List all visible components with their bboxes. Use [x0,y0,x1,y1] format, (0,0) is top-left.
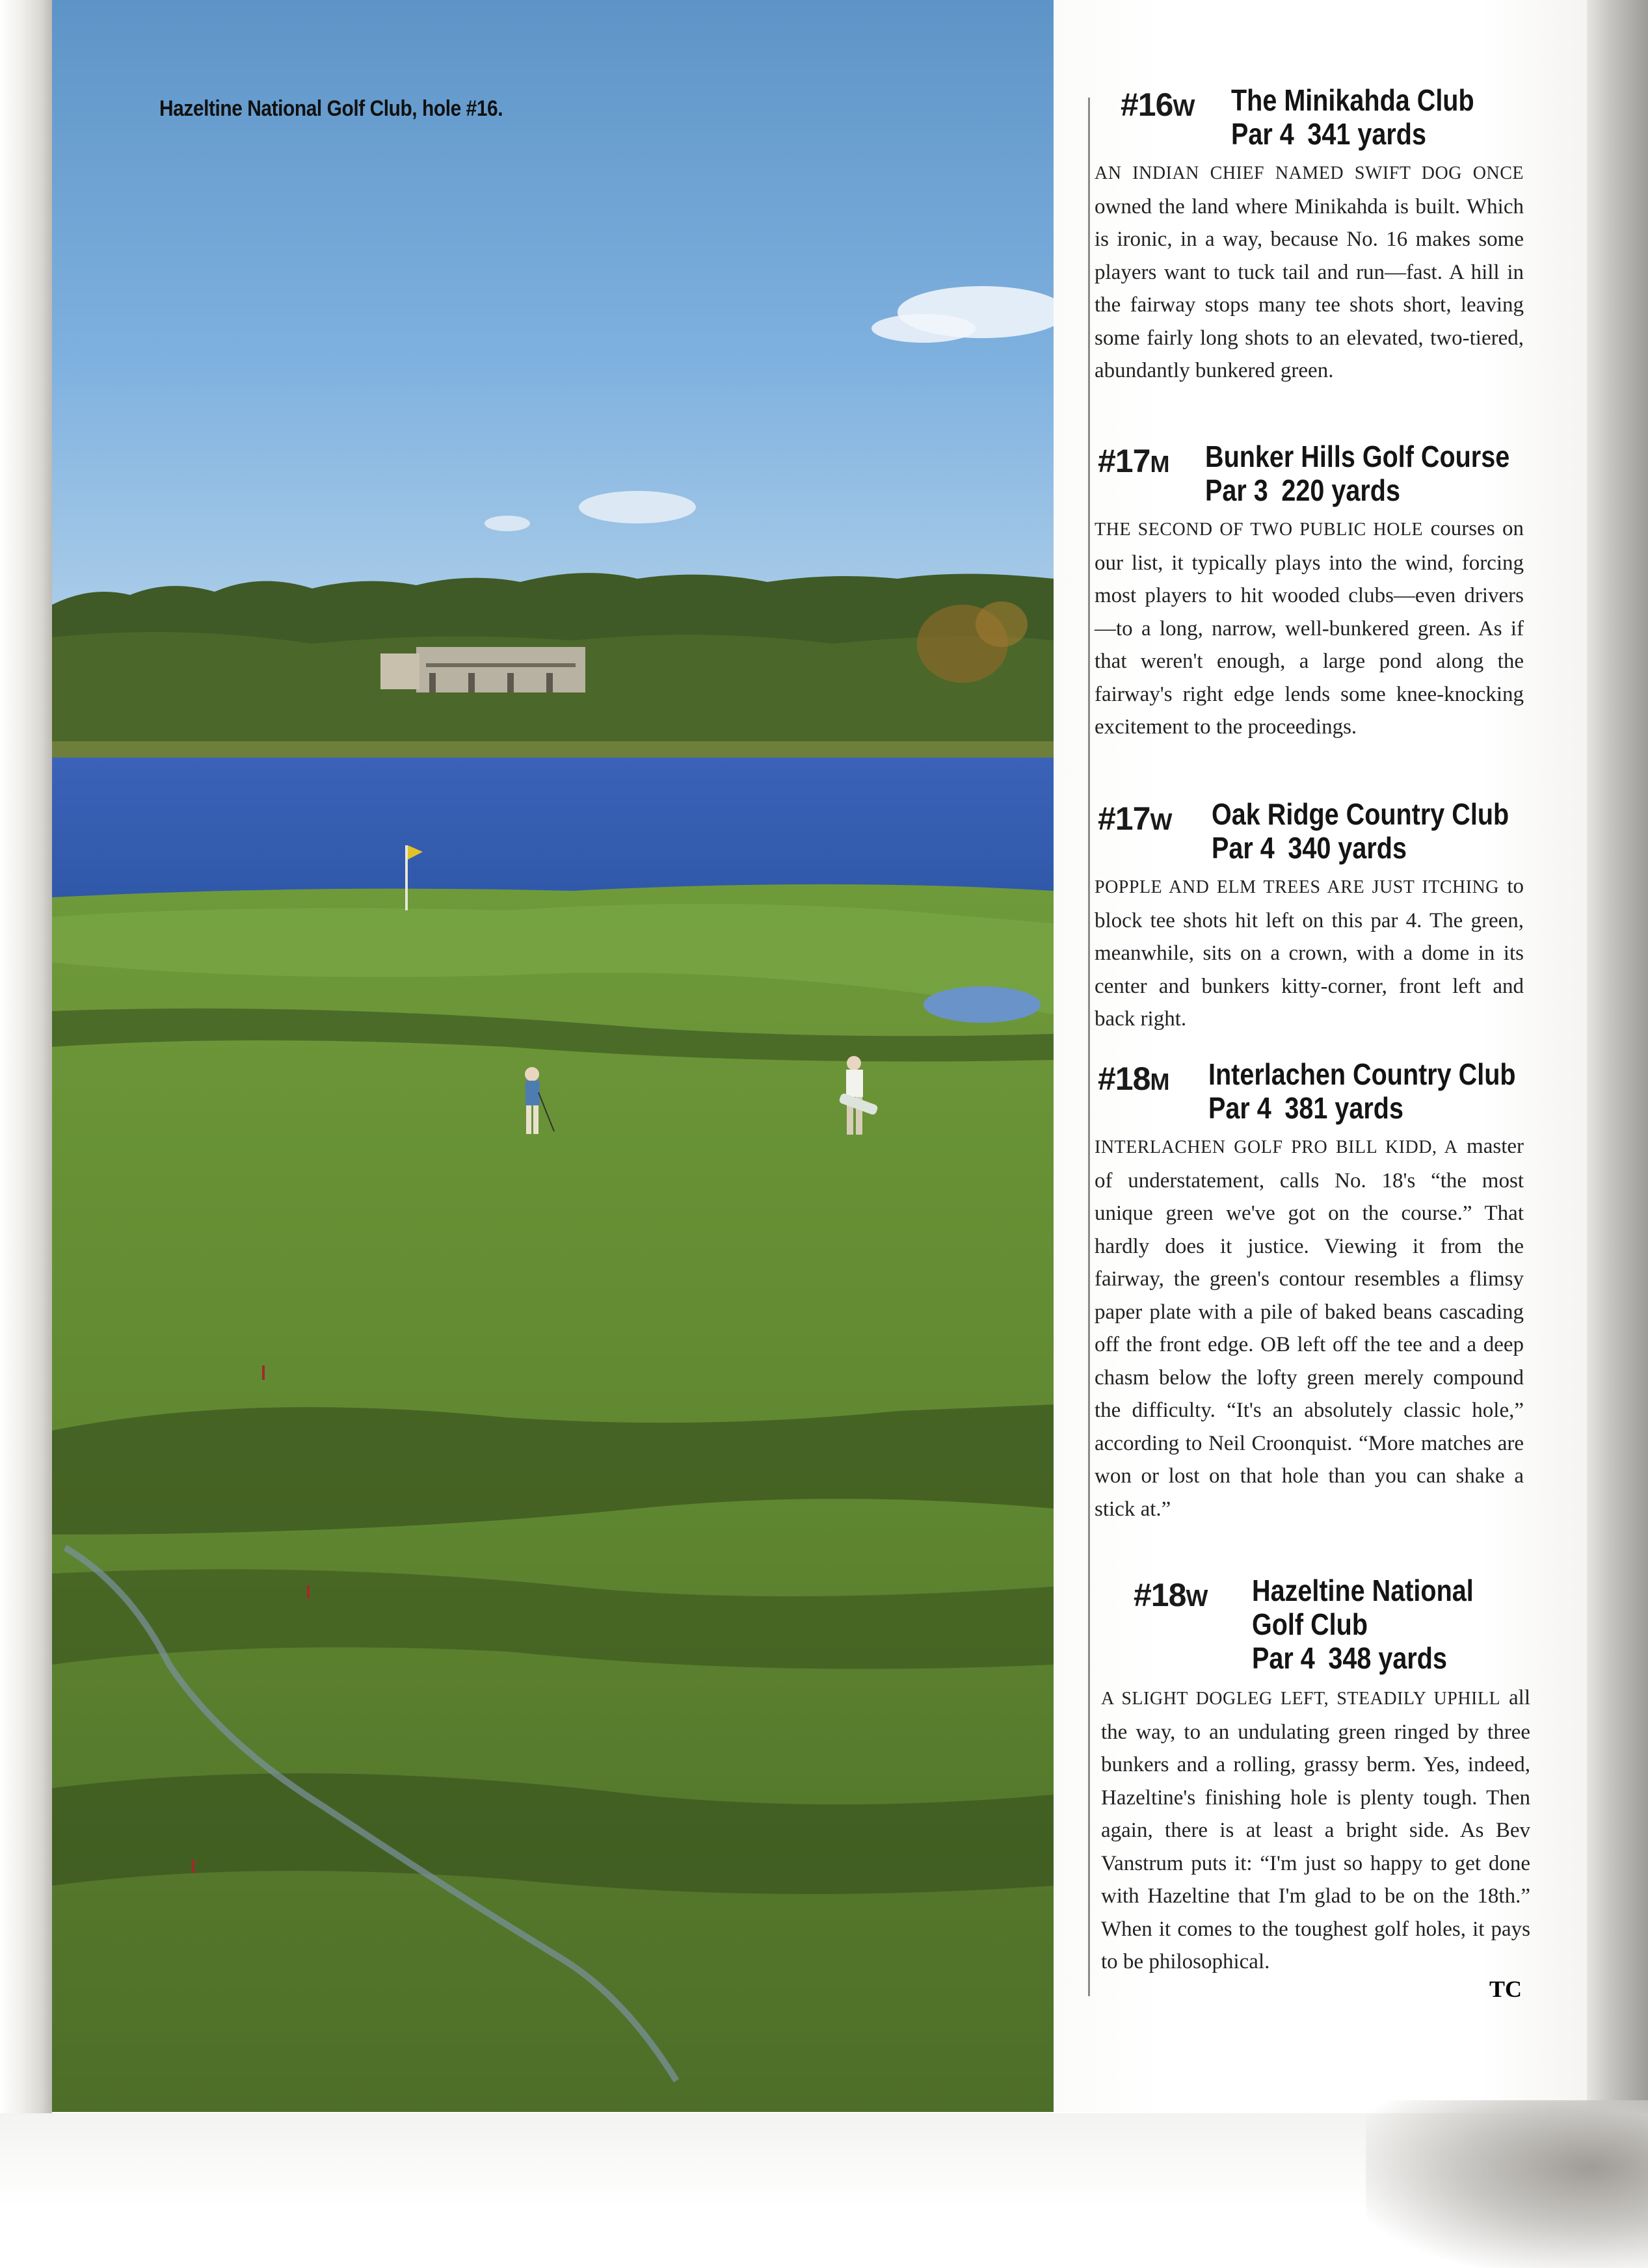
par-yards: Par 4 348 yards [1252,1641,1447,1675]
hole-entry [1095,440,1537,744]
page-left-edge [0,0,52,2120]
hole-entry [1101,1574,1543,1979]
hole-number: #18W [1134,1577,1208,1613]
page-right-edge [1587,0,1648,2146]
hole-number: #17M [1098,443,1169,479]
hole-entry [1095,1057,1537,1525]
par-yards: Par 4 340 yards [1212,831,1407,865]
par-yards: Par 4 381 yards [1208,1091,1403,1125]
entry-header [1095,797,1537,866]
author-signoff: TC [1489,1976,1522,2002]
club-name: Interlachen Country Club [1208,1057,1516,1091]
hole-number: #16W [1121,86,1195,123]
hole-number: #17W [1098,800,1172,837]
photo-caption: Hazeltine National Golf Club, hole #16. [159,96,503,121]
entry-header [1095,1057,1537,1126]
hole-entry [1095,83,1537,388]
photo-illustration [52,0,1054,2112]
club-name: Oak Ridge Country Club [1212,797,1509,831]
club-name: Bunker Hills Golf Course [1205,440,1510,473]
hole-entry [1095,797,1537,1036]
scan-shadow [1366,2100,1648,2268]
column-rule [1088,98,1090,1996]
par-yards: Par 4 341 yards [1231,117,1426,151]
hole-number: #18M [1098,1061,1169,1097]
entry-body: THE SECOND OF TWO PUBLIC HOLE courses on our list, it typically plays into the wind, forcing most players to hit wooded clubs—even drivers—to a long, narrow, well-bunkered green. As if that weren't enough, a large pond along the fairway's right edge lends some knee-knocking excitement to the proceedings. [1095,517,1524,739]
club-name-line-2: Golf Club [1252,1607,1368,1641]
entry-header [1095,83,1537,152]
club-name: The Minikahda Club [1231,83,1474,117]
entry-body: POPPLE AND ELM TREES ARE JUST ITCHING to block tee shots hit left on this par 4. The green, meanwhile, sits on a crown, with a dome in its center and bunkers kitty-corner, front left and back right. [1095,875,1524,1031]
par-yards: Par 3 220 yards [1205,473,1400,507]
club-name: Hazeltine National [1252,1574,1474,1607]
entry-body: INTERLACHEN GOLF PRO BILL KIDD, A master of understatement, calls No. 18's “the most unique green we've got on the course.” That hardly does it justice. Viewing it from the fairway, the green's contour resembles a flimsy paper plate with a pile of baked beans cascading off the front edge. OB left off the tee and a deep chasm below the lofty green merely compound the difficulty. “It's an absolutely classic hole,” according to Neil Croonquist. “More matches are won or lost on that hole than you can shake a stick at.” [1095,1135,1524,1521]
entry-header [1095,440,1537,508]
entry-body: A SLIGHT DOGLEG LEFT, STEADILY UPHILL all the way, to an undulating green ringed by three bunkers and a rolling, grassy berm. Yes, indeed, Hazeltine's finishing hole is plenty tough. Then again, there is at least a bright side. As Bev Vanstrum puts it: “I'm just so happy to get done with Hazeltine that I'm glad to be on the 18th.” When it comes to the toughest golf holes, it pays to be philosophical. [1101,1686,1531,1973]
golf-course-photo [52,0,1054,2112]
entry-body: AN INDIAN CHIEF NAMED SWIFT DOG ONCE owned the land where Minikahda is built. Which is ironic, in a way, because No. 16 makes some players want to tuck tail and run—fast. A hill in the fairway stops many tee shots short, leaving some fairly long shots to an elevated, two-tiered, abundantly bunkered green. [1095,163,1524,382]
entry-header [1101,1574,1543,1678]
